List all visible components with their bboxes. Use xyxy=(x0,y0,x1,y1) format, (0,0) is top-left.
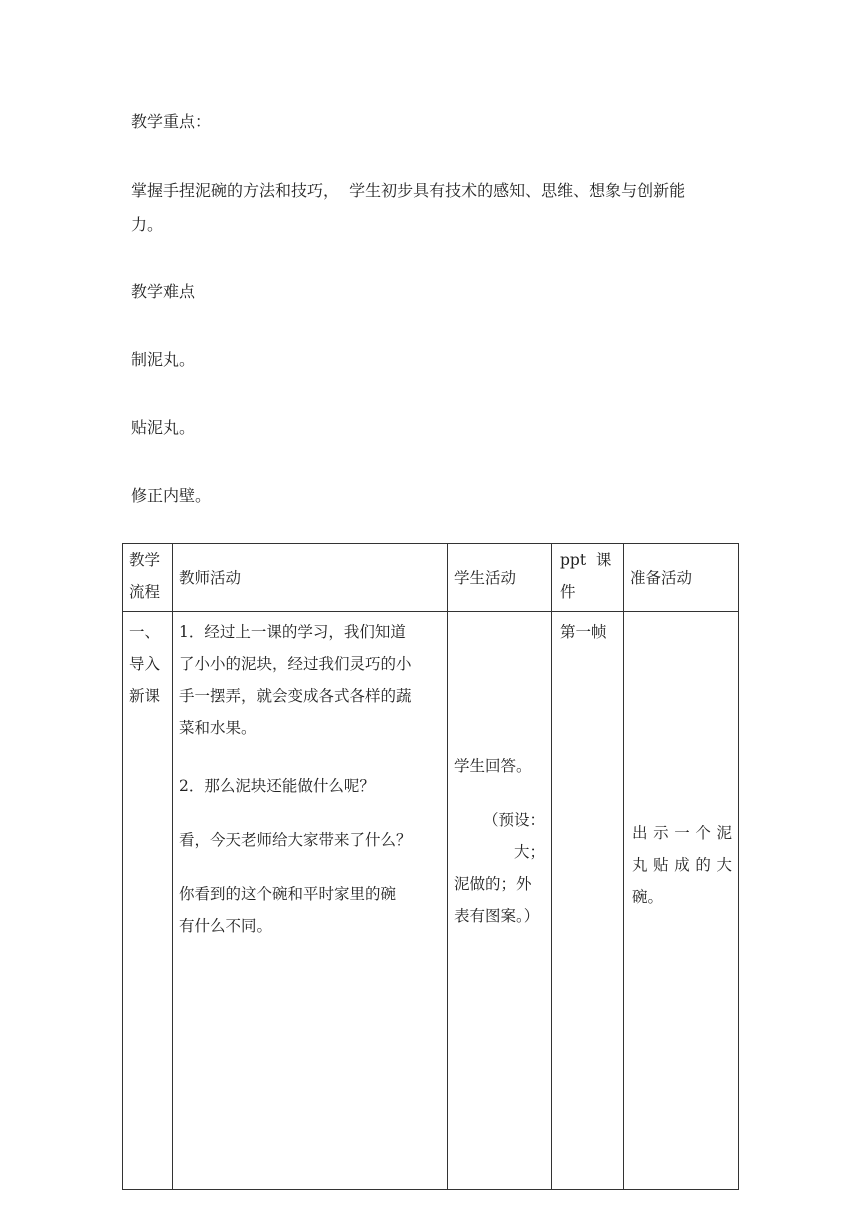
row-flow-line: 一、 xyxy=(129,623,161,641)
student-preset-line: 泥做的；外 xyxy=(454,875,532,893)
prep-line: 出示一个泥 xyxy=(632,824,732,842)
prep-line: 丸贴成的大 xyxy=(632,856,732,874)
difficulty-item: 贴泥丸。 xyxy=(131,418,196,437)
key-points-line-1: 掌握手捏泥碗的方法和技巧， 学生初步具有技术的感知、思维、想象与创新能 xyxy=(131,181,686,200)
student-preset-line: （预设：大； xyxy=(482,811,545,861)
teacher-line: 菜和水果。 xyxy=(179,719,257,737)
header-ppt xyxy=(552,544,624,612)
row-teacher-cell xyxy=(173,612,448,1190)
table-row xyxy=(123,612,739,1190)
teacher-line: 了小小的泥块，经过我们灵巧的小 xyxy=(179,655,412,673)
teacher-line: 2．那么泥块还能做什么呢？ xyxy=(179,777,375,795)
header-prep: 准备活动 xyxy=(624,544,739,612)
student-answer: 学生回答。 xyxy=(454,757,532,775)
key-points-title: 教学重点： xyxy=(131,112,212,131)
header-student: 学生活动 xyxy=(448,544,552,612)
difficulty-item: 修正内壁。 xyxy=(131,486,212,505)
teacher-line: 有什么不同。 xyxy=(179,917,273,935)
row-flow-line: 新课 xyxy=(129,687,161,705)
row-ppt-cell xyxy=(552,612,624,1190)
header-teacher: 教师活动 xyxy=(173,544,448,612)
prep-line: 碗。 xyxy=(632,888,664,906)
teacher-line: 看，今天老师给大家带来了什么？ xyxy=(179,831,412,849)
header-flow-line: 流程 xyxy=(129,583,161,601)
row-prep-cell xyxy=(624,612,739,1190)
teacher-line: 1．经过上一课的学习，我们知道 xyxy=(179,623,406,641)
student-preset-line: 表有图案。） xyxy=(454,907,540,925)
row-flow-cell xyxy=(123,612,173,1190)
header-flow-line: 教学 xyxy=(129,551,161,569)
difficulty-item: 制泥丸。 xyxy=(131,350,196,369)
row-student-cell xyxy=(448,612,552,1190)
teacher-line: 你看到的这个碗和平时家里的碗 xyxy=(179,885,397,903)
header-ppt-line: ppt 课 xyxy=(560,551,612,569)
table-header-row xyxy=(123,544,739,612)
difficulties-title: 教学难点 xyxy=(131,282,196,301)
lesson-flow-table xyxy=(122,543,739,1190)
header-ppt-line: 件 xyxy=(560,583,576,601)
key-points-line-2: 力。 xyxy=(131,215,164,234)
teacher-line: 手一摆弄，就会变成各式各样的蔬 xyxy=(179,687,412,705)
ppt-frame: 第一帧 xyxy=(560,623,607,641)
row-flow-line: 导入 xyxy=(129,655,161,673)
header-flow xyxy=(123,544,173,612)
